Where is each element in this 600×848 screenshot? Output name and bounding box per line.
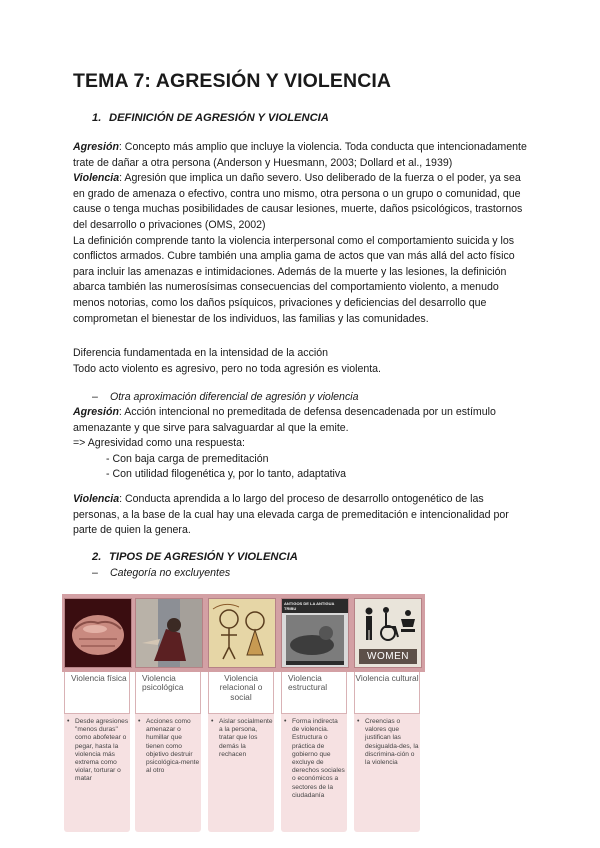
agresion-text-2: : Acción intencional no premeditada de defensa desencadenada por un estímulo amenazante y que sirve para salvaguardar al que la emite. <box>73 406 496 434</box>
card-title: Violencia cultural <box>354 672 420 714</box>
card-violencia-relacional <box>208 672 274 832</box>
second-definitions-block <box>73 405 533 483</box>
bullet: • <box>138 718 141 725</box>
term-agresion-2: Agresión <box>73 406 119 418</box>
card-violencia-psicologica <box>135 672 201 832</box>
section-heading-1 <box>92 112 329 124</box>
card-title: Violencia física <box>64 672 130 714</box>
section-heading-2 <box>92 551 298 563</box>
section-title: DEFINICIÓN DE AGRESIÓN Y VIOLENCIA <box>109 112 329 124</box>
term-violencia: Violencia <box>73 172 120 185</box>
card-text: Desde agresiones "menos duras" como abofetear o pegar, hasta la violencia más extrema como violar, torturar o matar <box>75 718 129 783</box>
crouched-person-image <box>135 598 203 668</box>
page-title: TEMA 7: AGRESIÓN Y VIOLENCIA <box>73 70 392 92</box>
fist-image <box>64 598 132 668</box>
agresion-definition-2 <box>73 405 533 436</box>
poster-image <box>281 598 349 668</box>
agresion-text: : Concepto más amplio que incluye la violencia. Toda conducta que intencionadamente trate de dañar a otra persona (Anderson y Huesmann, 2003; Dollard et al., 1939) <box>73 141 527 169</box>
agresividad-item-1: - Con baja carga de premeditación <box>106 452 269 465</box>
card-body <box>357 718 419 767</box>
card-violencia-fisica <box>64 672 130 832</box>
violence-types-figure <box>62 594 425 834</box>
violencia-definition-2 <box>73 492 533 539</box>
approach-subheading <box>92 390 359 405</box>
bullet: • <box>67 718 70 725</box>
women-label: WOMEN <box>359 649 417 664</box>
violencia-definition-block <box>73 492 533 539</box>
violencia-text: : Agresión que implica un daño severo. Uso deliberado de la fuerza o el poder, ya sea en grado de amenaza o efectivo, contra uno mismo, otra persona o un grupo o comunidad, que cause o tenga muchas posibilidades de causar lesiones, muerte, daños psicológicos, trastornos del desarrollo o privaciones (OMS, 2002) <box>73 172 523 231</box>
violencia-definition <box>73 171 533 233</box>
card-text: Forma indirecta de violencia. Estructura o práctica de gobierno que excluye de derechos sociales o económicos a sectores de la ciudadanía <box>292 718 345 799</box>
definitions-block <box>73 140 533 327</box>
card-violencia-cultural <box>354 672 420 832</box>
card-text: Creencias o valores que justifican las desigualda-des, la discrimina-ción o la violencia <box>365 718 419 767</box>
categoria-subheading <box>92 566 230 581</box>
agresividad-line: => Agresividad como una respuesta: <box>73 437 245 450</box>
card-violencia-estructural <box>281 672 347 832</box>
dash-marker: – <box>92 391 98 403</box>
card-text: Acciones como amenazar o humillar que tienen como objetivo destruir psicológica-mente al otro <box>146 718 200 775</box>
agresion-definition <box>73 140 533 171</box>
card-body <box>67 718 129 784</box>
definition-paragraph: La definición comprende tanto la violencia interpersonal como el comportamiento suicida y los conflictos armados. Cubre también una amplia gama de actos que van más allá del acto físico para incluir las amenazas e intimidaciones. Además de la muerte y las lesiones, la definición abarca también las numerosísimas consecuencias del comportamiento violento, a menudo menos notorias, como los daños psíquicos, privaciones y deficiencias del desarrollo que comprometan el bienestar de los individuos, las familias y las comunidades. <box>73 234 515 325</box>
categoria-text: Categoría no excluyentes <box>110 567 231 579</box>
card-body <box>284 718 346 800</box>
difference-line-1: Diferencia fundamentada en la intensidad de la acción <box>73 347 329 359</box>
difference-block <box>73 346 533 377</box>
card-text: Aislar socialmente a la persona, tratar que los demás la rechacen <box>219 718 273 758</box>
section-number: 2. <box>92 551 102 563</box>
difference-line-2: Todo acto violento es agresivo, pero no toda agresión es violenta. <box>73 362 382 375</box>
section-title: TIPOS DE AGRESIÓN Y VIOLENCIA <box>109 551 298 563</box>
agresividad-item-2: - Con utilidad filogenética y, por lo tanto, adaptativa <box>106 468 347 481</box>
violencia-text-2: : Conducta aprendida a lo largo del proceso de desarrollo ontogenético de las personas, a la base de la cual hay una elevada carga de premeditación e intencionalidad por parte de quien la genera. <box>73 493 509 537</box>
bullet: • <box>284 718 287 725</box>
approach-text: Otra aproximación diferencial de agresión y violencia <box>110 391 359 403</box>
children-drawing-image <box>208 598 276 668</box>
bullet: • <box>357 718 360 725</box>
card-title: Violencia psicológica <box>135 672 201 714</box>
women-sign-image <box>354 598 422 668</box>
card-title: Violencia relacional o social <box>208 672 274 714</box>
card-body <box>211 718 273 759</box>
term-agresion: Agresión <box>73 141 119 153</box>
card-body <box>138 718 200 775</box>
term-violencia-2: Violencia <box>73 493 120 505</box>
dash-marker: – <box>92 567 98 579</box>
card-title: Violencia estructural <box>281 672 347 714</box>
section-number: 1. <box>92 112 102 124</box>
bullet: • <box>211 718 214 725</box>
poster-caption: ANTIGOS DE LA ANTIGUA TRIBU <box>284 601 335 611</box>
